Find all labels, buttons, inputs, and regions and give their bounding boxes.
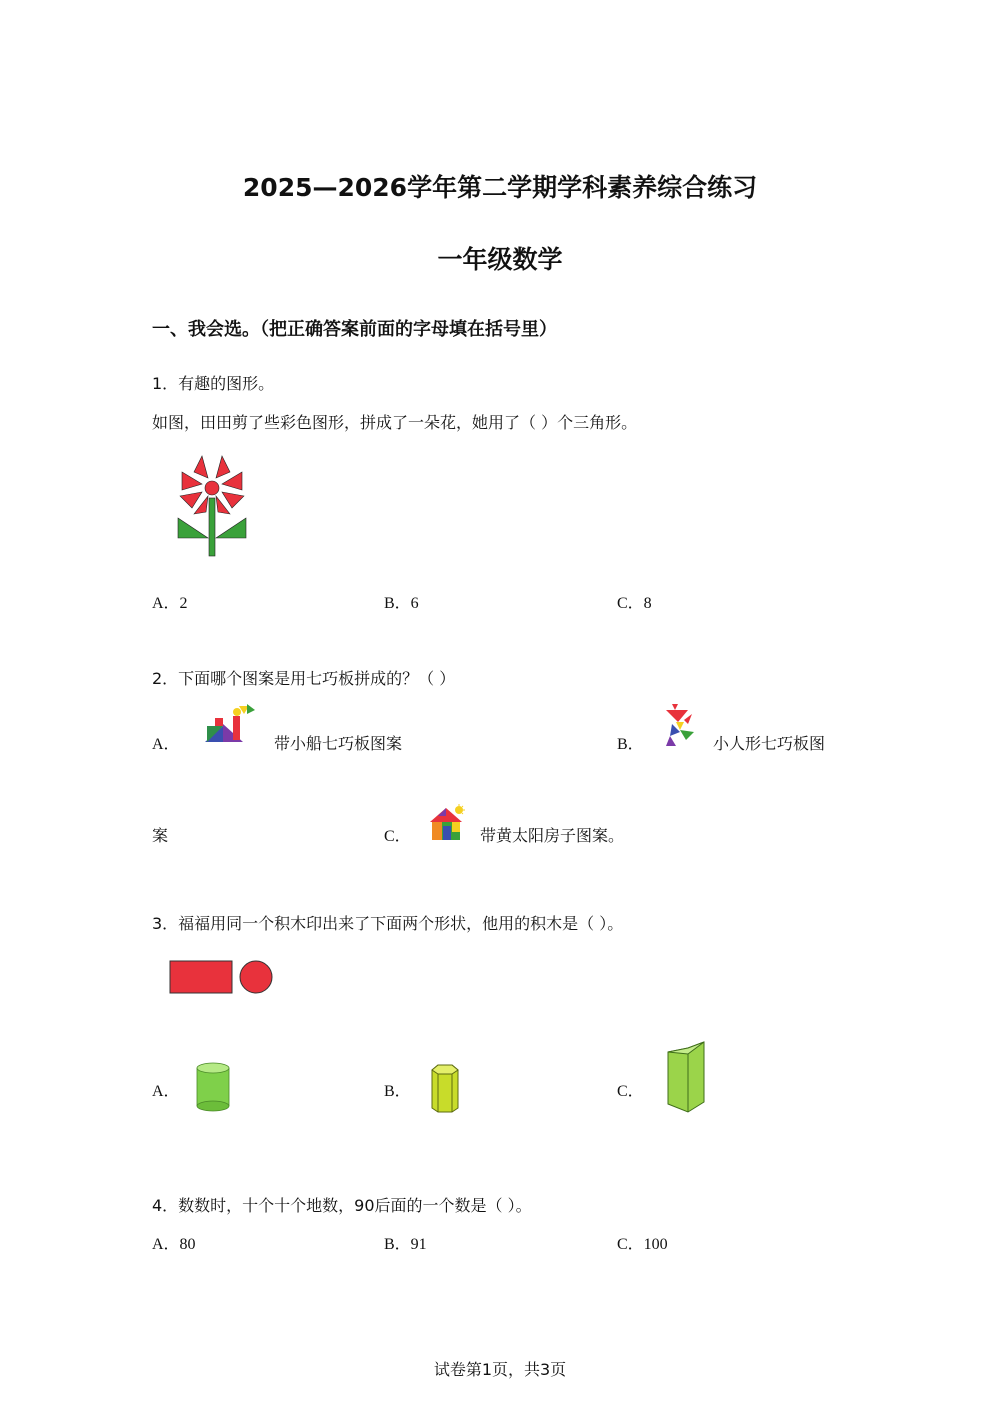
q1-option-b[interactable]: B．6 [384,595,419,612]
q4-text: 4．数数时，十个十个地数，90后面的一个数是（ ）。 [152,1196,532,1215]
q4-option-c[interactable]: C．100 [617,1236,668,1253]
house-with-sun-icon[interactable] [428,804,466,842]
hexagonal-prism-icon[interactable] [428,1062,462,1114]
page-footer: 试卷第1页，共3页 [433,1360,567,1379]
q2-option-b-wrap: 案 [152,826,169,845]
q3-text: 3．福福用同一个积木印出来了下面两个形状，他用的积木是（ ）。 [152,914,624,933]
q1-option-c[interactable]: C．8 [617,595,652,612]
q4-option-a[interactable]: A．80 [152,1236,196,1253]
q2-option-a-letter[interactable]: A． [152,736,180,753]
cylinder-icon[interactable] [194,1060,232,1114]
triangular-prism-icon[interactable] [664,1040,710,1114]
q3-option-a[interactable]: A． [152,1083,180,1100]
rectangle-and-circle-icon [166,957,276,997]
tangram-figure-icon[interactable] [662,702,696,748]
exam-title: 2025—2026学年第二学期学科素养综合练习 [242,173,758,202]
q2-option-b-label: 小人形七巧板图 [713,734,826,753]
q2-option-c-letter[interactable]: C． [384,828,411,845]
q1-number: 1．有趣的图形。 [152,374,275,393]
q2-option-b-letter[interactable]: B． [617,736,644,753]
tangram-boat-icon[interactable] [203,702,255,744]
q1-option-a[interactable]: A．2 [152,595,188,612]
exam-subtitle: 一年级数学 [437,245,563,274]
q4-option-b[interactable]: B．91 [384,1236,427,1253]
q3-option-b[interactable]: B． [384,1083,411,1100]
q2-option-c-label: 带黄太阳房子图案。 [480,826,625,845]
q2-text: 2．下面哪个图案是用七巧板拼成的？（ ） [152,669,456,688]
tangram-flower-icon [172,452,252,560]
q1-text: 如图，田田剪了些彩色图形，拼成了一朵花，她用了（ ）个三角形。 [152,413,638,432]
section-heading: 一、我会选。（把正确答案前面的字母填在括号里） [152,319,557,340]
q3-option-c[interactable]: C． [617,1083,644,1100]
q2-option-a-label: 带小船七巧板图案 [274,734,403,753]
